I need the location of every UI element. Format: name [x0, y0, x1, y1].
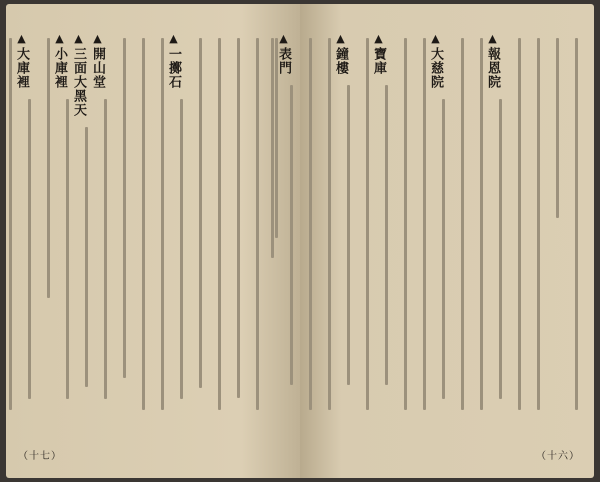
section-heading: 鐘樓 — [333, 47, 348, 75]
placeholder-line — [521, 32, 540, 444]
book-spread — [6, 4, 594, 478]
section-heading: 寶庫 — [371, 47, 386, 75]
section-heading: 三面大黑天 — [71, 47, 86, 117]
placeholder-line — [255, 32, 274, 444]
placeholder-line — [407, 32, 426, 444]
section-heading: 大慈院 — [428, 47, 443, 89]
section-marker: ▲ — [277, 32, 290, 45]
section-heading: 一擲石 — [166, 47, 181, 89]
right-page-text — [276, 32, 578, 444]
section-heading: 開山堂 — [90, 47, 105, 89]
placeholder-line — [559, 32, 578, 444]
placeholder-line — [145, 32, 164, 444]
section-heading-line — [274, 32, 293, 444]
section-marker: ▲ — [72, 32, 85, 45]
placeholder-line — [221, 32, 240, 444]
section-heading-line — [483, 32, 502, 444]
section-heading: 大庫裡 — [14, 47, 29, 89]
section-marker: ▲ — [334, 32, 347, 45]
placeholder-line — [202, 32, 221, 444]
section-heading-line — [50, 32, 69, 444]
section-heading-line — [69, 32, 88, 444]
page-number: （十六） — [536, 451, 580, 462]
section-heading-line — [88, 32, 107, 444]
placeholder-line — [350, 32, 369, 444]
section-heading-line — [12, 32, 31, 444]
section-marker: ▲ — [486, 32, 499, 45]
section-marker: ▲ — [167, 32, 180, 45]
placeholder-line — [31, 32, 50, 444]
right-page — [276, 4, 594, 478]
placeholder-line — [183, 32, 202, 444]
section-marker: ▲ — [91, 32, 104, 45]
placeholder-line — [445, 32, 464, 444]
placeholder-line — [293, 32, 312, 444]
placeholder-line — [107, 32, 126, 444]
placeholder-line — [464, 32, 483, 444]
section-marker: ▲ — [53, 32, 66, 45]
page-number: （十七） — [18, 451, 62, 462]
section-heading: 表門 — [276, 47, 291, 75]
section-marker: ▲ — [372, 32, 385, 45]
placeholder-line — [540, 32, 559, 444]
placeholder-line — [126, 32, 145, 444]
section-heading: 小庫裡 — [52, 47, 67, 89]
section-heading-line — [331, 32, 350, 444]
section-heading-line — [369, 32, 388, 444]
section-heading: 報恩院 — [485, 47, 500, 89]
section-heading-line — [426, 32, 445, 444]
placeholder-line — [312, 32, 331, 444]
left-page-text — [14, 32, 278, 444]
section-heading-line — [164, 32, 183, 444]
section-marker: ▲ — [15, 32, 28, 45]
placeholder-line — [0, 32, 12, 444]
placeholder-line — [502, 32, 521, 444]
section-marker: ▲ — [429, 32, 442, 45]
placeholder-line — [388, 32, 407, 444]
